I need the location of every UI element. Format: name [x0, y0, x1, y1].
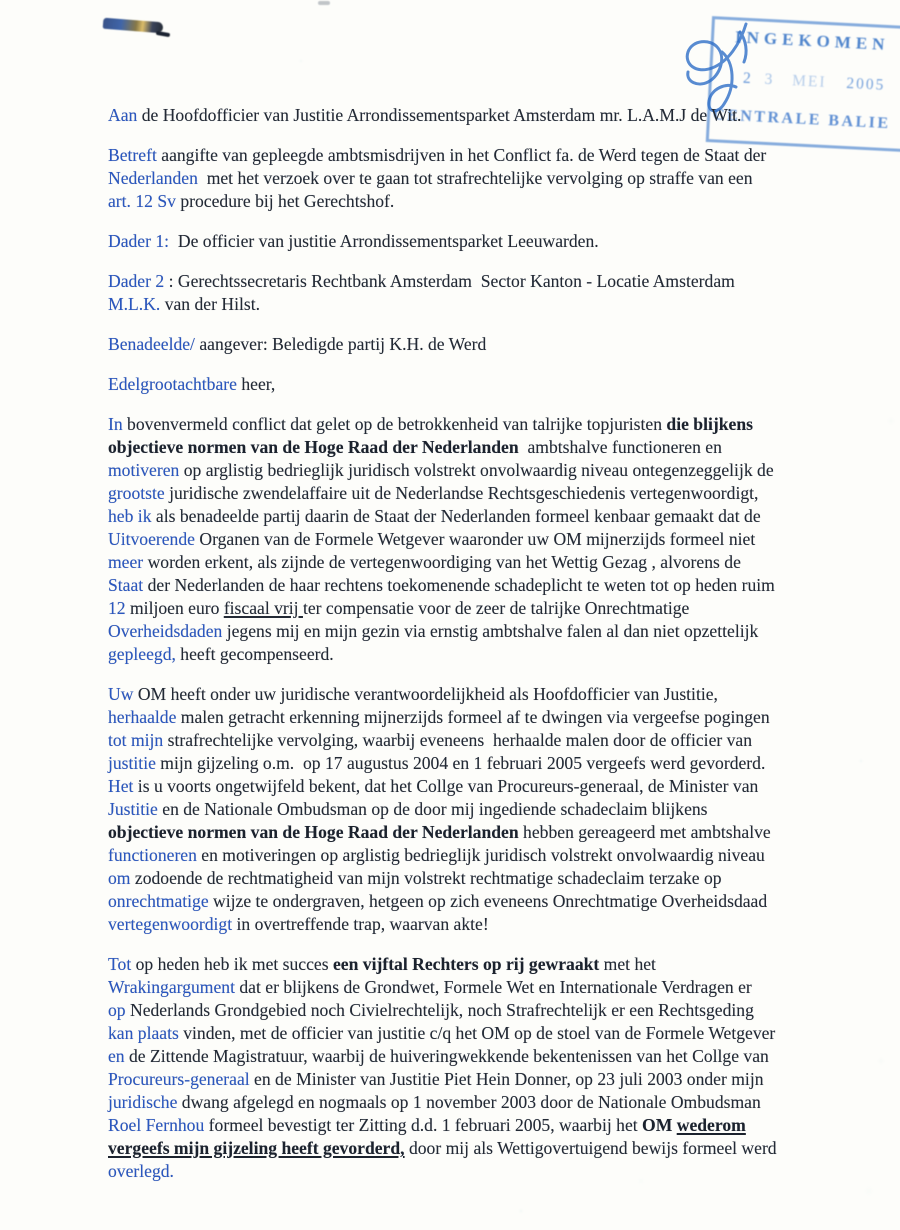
text-segment: justitie — [108, 753, 156, 773]
text-segment: op heden heb ik met succes — [131, 954, 333, 974]
text-segment: herhaalde — [108, 707, 177, 727]
text-segment: formeel bevestigt ter Zitting d.d. 1 februari 2005, waarbij het — [204, 1115, 643, 1135]
text-segment: Het — [108, 776, 134, 796]
text-segment: strafrechtelijke vervolging, waarbij eveneens herhaalde malen door de officier van — [163, 730, 753, 750]
text-segment: heer, — [236, 374, 276, 394]
text-segment: Organen van de Formele Wetgever waaronder uw OM mijnerzijds formeel niet — [194, 529, 756, 549]
text-segment: juridische zwendelaffaire uit de Nederlandse Rechtsgeschiedenis vertegenwoordigt, — [164, 483, 759, 503]
text-segment: mijn gijzeling o.m. op 17 augustus 2004 en 1 februari 2005 vergeefs werd gevorderd. — [155, 753, 766, 773]
text-line — [108, 1114, 894, 1137]
text-line — [108, 913, 894, 936]
stamp-office: CENTRALE BALIE — [712, 106, 892, 133]
text-segment: grootste — [108, 483, 165, 503]
text-segment: met het verzoek over te gaan tot strafrechtelijke vervolging op straffe van een — [197, 168, 753, 188]
text-line — [108, 505, 894, 528]
text-segment: Betreft — [108, 145, 157, 165]
text-segment: en de Minister van Justitie Piet Hein Donner, op 23 juli 2003 onder mijn — [249, 1069, 764, 1089]
text-segment: de Hoofdofficier van Justitie Arrondissementsparket Amsterdam mr. L.A.M.J de Wit. — [137, 105, 742, 125]
text-line — [108, 1068, 894, 1091]
scan-smudge-artifact — [156, 31, 170, 37]
paragraph-benadeelde — [108, 333, 894, 356]
text-line — [108, 1022, 894, 1045]
text-segment: om — [108, 868, 131, 888]
text-segment: een vijftal Rechters op rij gewraakt — [332, 954, 600, 974]
text-segment: art. 12 Sv — [108, 191, 176, 211]
text-segment: en de Nationale Ombudsman op de door mij ingediende schadeclaim blijkens — [157, 799, 708, 819]
text-line — [108, 230, 894, 253]
text-segment: In — [108, 414, 123, 434]
text-segment: dwang afgelegd en nogmaals op 1 november 2003 door de Nationale Ombudsman — [177, 1092, 761, 1112]
text-line — [108, 620, 894, 643]
text-segment: op — [108, 1000, 126, 1020]
text-line — [108, 373, 894, 396]
text-segment: is u voorts ongetwijfeld bekent, dat het Collge van Procureurs-generaal, de Minister van — [133, 776, 759, 796]
text-segment: die blijkens — [666, 414, 753, 434]
text-segment: Uitvoerende — [108, 529, 195, 549]
text-line — [108, 190, 894, 213]
text-line — [108, 333, 894, 356]
stamp-title: INGEKOMEN — [734, 27, 890, 55]
text-segment: heeft gecompenseerd. — [175, 644, 334, 664]
text-segment: fiscaal vrij — [223, 598, 303, 618]
text-segment: Tot — [108, 954, 132, 974]
text-segment: Procureurs-generaal — [108, 1069, 250, 1089]
text-line — [108, 574, 894, 597]
stamp-date-year: 2005 — [845, 74, 886, 94]
text-segment: : Gerechtssecretaris Rechtbank Amsterdam Sector Kanton - Locatie Amsterdam — [164, 271, 735, 291]
text-segment: Dader 1: — [108, 231, 170, 251]
text-segment: OM — [642, 1115, 677, 1135]
text-segment: Justitie — [108, 799, 158, 819]
text-segment: objectieve normen van de Hoge Raad der Nederlanden — [108, 437, 519, 457]
paragraph-subject — [108, 144, 894, 213]
text-line — [108, 413, 894, 436]
text-segment: miljoen euro — [125, 598, 224, 618]
text-segment: ambtshalve functioneren en — [518, 437, 722, 457]
text-line — [108, 643, 894, 666]
text-segment: en motiveringen op arglistig bedrieglijk juridisch volstrekt onvolwaardig niveau — [196, 845, 765, 865]
paragraph-salutation — [108, 373, 894, 396]
text-line — [108, 167, 894, 190]
text-segment: M.L.K. — [108, 294, 161, 314]
text-line — [108, 597, 894, 620]
text-segment: door mij als Wettigovertuigend bewijs formeel werd — [404, 1138, 777, 1158]
text-line — [108, 890, 894, 913]
text-segment: juridische — [108, 1092, 178, 1112]
text-segment: vinden, met de officier van justitie c/q het OM op de stoel van de Formele Wetgever — [178, 1023, 776, 1043]
text-segment: wederom — [676, 1115, 746, 1135]
text-segment: tot mijn — [108, 730, 164, 750]
text-segment: als benadeelde partij daarin de Staat der Nederlanden formeel kenbaar gemaakt dat de — [151, 506, 761, 526]
text-segment: de Zittende Magistratuur, waarbij de huiveringwekkende bekentenissen van het Collge van — [124, 1046, 769, 1066]
text-segment: op arglistig bedrieglijk juridisch volstrekt onvolwaardig niveau ontegenzeggelijk de — [179, 460, 774, 480]
text-line — [108, 293, 894, 316]
letter-body — [108, 104, 894, 1200]
text-segment: Overheidsdaden — [108, 621, 223, 641]
text-line — [108, 729, 894, 752]
text-segment: vergeefs mijn gijzeling heeft gevorderd, — [108, 1138, 405, 1158]
text-segment: Staat — [108, 575, 144, 595]
text-segment: aangever: Beledigde partij K.H. de Werd — [194, 334, 487, 354]
text-line — [108, 144, 894, 167]
text-segment: worden erkent, als zijnde de vertegenwoordiging van het Wettig Gezag , alvorens de — [143, 552, 741, 572]
text-line — [108, 270, 894, 293]
scan-noise — [0, 0, 2, 2]
paragraph-para-3 — [108, 953, 894, 1183]
text-segment: en — [108, 1046, 125, 1066]
text-segment: van der Hilst. — [160, 294, 260, 314]
text-line — [108, 752, 894, 775]
text-line — [108, 528, 894, 551]
text-line — [108, 1091, 894, 1114]
text-line — [108, 1137, 894, 1160]
text-segment: 12 — [108, 598, 126, 618]
paragraph-address-line — [108, 104, 894, 127]
text-segment: Roel Fernhou — [108, 1115, 205, 1135]
text-line — [108, 683, 894, 706]
text-line — [108, 775, 894, 798]
text-line — [108, 976, 894, 999]
text-segment: Benadeelde/ — [108, 334, 195, 354]
text-segment: dat er blijkens de Grondwet, Formele Wet en Internationale Verdragen er — [234, 977, 752, 997]
text-line — [108, 1045, 894, 1068]
text-line — [108, 1160, 894, 1183]
text-segment: ter compensatie voor de zeer de talrijke Onrechtmatige — [302, 598, 690, 618]
text-line — [108, 436, 894, 459]
text-segment: heb ik — [108, 506, 152, 526]
paragraph-para-1 — [108, 413, 894, 666]
text-segment: kan plaats — [108, 1023, 179, 1043]
text-segment: met het — [599, 954, 656, 974]
text-segment: Dader 2 — [108, 271, 165, 291]
text-segment: hebben gereageerd met ambtshalve — [518, 822, 771, 842]
text-segment: objectieve normen van de Hoge Raad der Nederlanden — [108, 822, 519, 842]
text-line — [108, 999, 894, 1022]
text-segment: overlegd. — [108, 1161, 174, 1181]
text-line — [108, 867, 894, 890]
stamp-date-digit: 3 — [764, 70, 775, 89]
text-segment: zodoende de rechtmatigheid van mijn volstrekt rechtmatige schadeclaim terzake op — [130, 868, 722, 888]
text-segment: in overtreffende trap, waarvan akte! — [232, 914, 489, 934]
text-line — [108, 459, 894, 482]
text-line — [108, 953, 894, 976]
scan-smudge-artifact — [103, 18, 164, 34]
text-segment: OM heeft onder uw juridische verantwoordelijkheid als Hoofdofficier van Justitie, — [133, 684, 718, 704]
text-line — [108, 104, 894, 127]
text-line — [108, 844, 894, 867]
text-line — [108, 551, 894, 574]
text-segment: aangifte van gepleegde ambtsmisdrijven in het Conflict fa. de Werd tegen de Staat der — [156, 145, 767, 165]
text-segment: Wrakingargument — [108, 977, 235, 997]
text-line — [108, 706, 894, 729]
text-segment: motiveren — [108, 460, 180, 480]
stamp-date-digit: 2 — [742, 69, 754, 88]
text-segment: onrechtmatige — [108, 891, 209, 911]
text-segment: bovenvermeld conflict dat gelet op de betrokkenheid van talrijke topjuristen — [122, 414, 667, 434]
text-segment: malen getracht erkenning mijnerzijds formeel af te dwingen via vergeefse pogingen — [176, 707, 770, 727]
text-segment: procedure bij het Gerechtshof. — [175, 191, 395, 211]
paragraph-dader-1 — [108, 230, 894, 253]
paragraph-dader-2 — [108, 270, 894, 316]
text-segment: Edelgrootachtbare — [108, 374, 237, 394]
text-segment: jegens mij en mijn gezin via ernstig ambtshalve falen al dan niet opzettelijk — [222, 621, 759, 641]
scan-dot-artifact — [318, 1, 330, 5]
text-line — [108, 798, 894, 821]
text-segment: Nederlanden — [108, 168, 198, 188]
text-segment: der Nederlanden de haar rechtens toekomenende schadeplicht te weten tot op heden ruim — [143, 575, 775, 595]
paragraph-para-2 — [108, 683, 894, 936]
stamp-date-month: MEI — [791, 72, 827, 91]
text-segment: meer — [108, 552, 144, 572]
text-segment: Uw — [108, 684, 134, 704]
text-segment: De officier van justitie Arrondissementsparket Leeuwarden. — [169, 231, 599, 251]
text-segment: gepleegd, — [108, 644, 176, 664]
text-line — [108, 482, 894, 505]
text-segment: Aan — [108, 105, 138, 125]
text-segment: wijze te ondergraven, hetgeen op zich eveneens Onrechtmatige Overheidsdaad — [208, 891, 768, 911]
text-segment: vertegenwoordigt — [108, 914, 233, 934]
text-segment: Nederlands Grondgebied noch Civielrechtelijk, noch Strafrechtelijk er een Rechtsgeding — [125, 1000, 754, 1020]
text-line — [108, 821, 894, 844]
text-segment: functioneren — [108, 845, 197, 865]
